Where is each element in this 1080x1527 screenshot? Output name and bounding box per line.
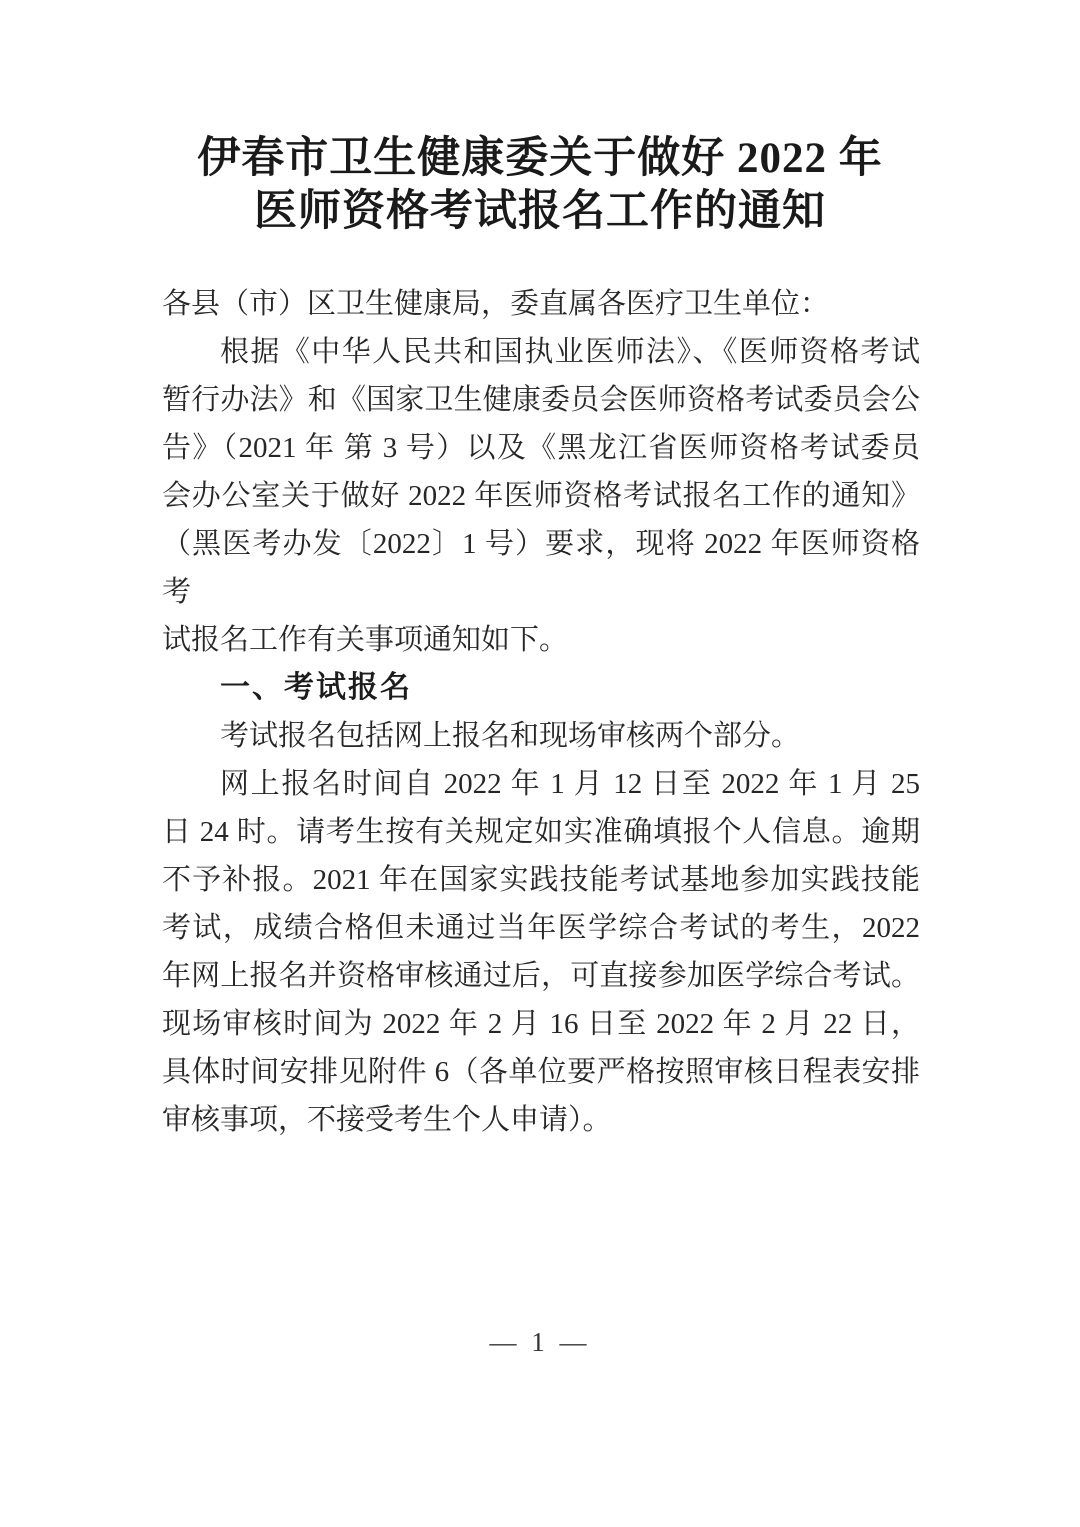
section-heading: 一、考试报名 [220,671,412,704]
body-line: 根据《中华人民共和国执业医师法》、《医师资格考试 [220,336,920,368]
page-number: — 1 — [489,1327,591,1357]
body-line: 暂行办法》和《国家卫生健康委员会医师资格考试委员会公 [162,384,920,416]
body-line: 年网上报名并资格审核通过后，可直接参加医学综合考试。 [162,960,920,992]
body-line: 审核事项，不接受考生个人申请）。 [162,1104,612,1136]
body-line: 考试报名包括网上报名和现场审核两个部分。 [220,720,801,752]
body-line: 具体时间安排见附件 6（各单位要严格按照审核日程表安排 [162,1056,920,1088]
body-line: 试报名工作有关事项通知如下。 [162,624,569,656]
document-title [0,0,1080,238]
body-line: （黑医考办发〔2022〕1 号）要求，现将 2022 年医师资格考 [162,528,920,608]
body-line: 现场审核时间为 2022 年 2 月 16 日至 2022 年 2 月 22 日， [162,1008,920,1040]
body-line: 各县（市）区卫生健康局，委直属各医疗卫生单位： [162,288,830,320]
title-line-2: 医师资格考试报名工作的通知 [254,188,826,235]
body-line: 网上报名时间自 2022 年 1 月 12 日至 2022 年 1 月 25 [220,768,920,800]
body-line: 考试，成绩合格但未通过当年医学综合考试的考生，2022 [162,912,920,944]
title-line-1: 伊春市卫生健康委关于做好 2022 年 [197,135,883,182]
document-body [162,280,920,1144]
body-line: 不予补报。2021 年在国家实践技能考试基地参加实践技能 [162,864,920,896]
body-line: 告》（2021 年 第 3 号）以及《黑龙江省医师资格考试委员 [162,432,920,464]
body-line: 日 24 时。请考生按有关规定如实准确填报个人信息。逾期 [162,816,920,848]
body-line: 会办公室关于做好 2022 年医师资格考试报名工作的通知》 [162,480,920,512]
